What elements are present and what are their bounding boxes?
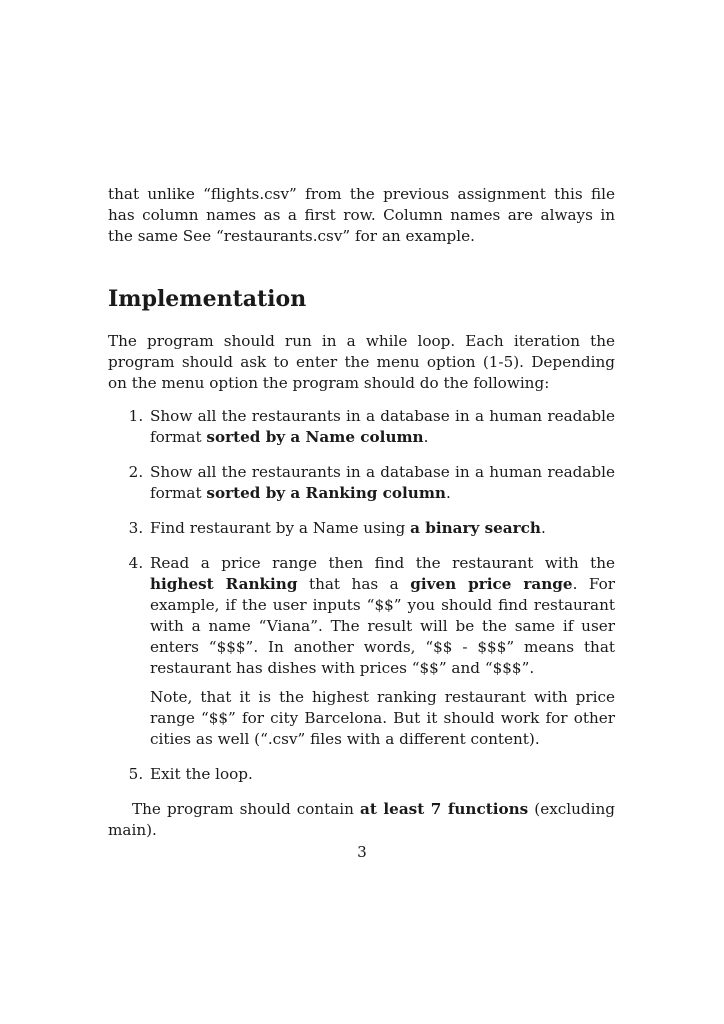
item-text: Show all the restaurants in a database in a human readable format (150, 407, 615, 446)
list-item (148, 406, 615, 448)
closing-emphasis: at least 7 functions (360, 800, 529, 818)
item-paragraph (150, 553, 615, 679)
closing-text-end: (excluding main). (108, 800, 615, 839)
item-text: that has a (297, 575, 411, 593)
item-emphasis: a binary search (410, 519, 541, 537)
item-emphasis: given price range (410, 575, 573, 593)
closing-text: The program should contain (132, 800, 361, 818)
item-note: Note, that it is the highest ranking restaurant with price range “$$” for city Barcelona. But it should work for other cities as well (“.csv” files with a different content). (150, 688, 615, 748)
item-text-end: . (445, 484, 451, 502)
menu-options-list (108, 406, 615, 785)
item-text: Find restaurant by a Name using (150, 519, 411, 537)
item-text: . For example, if the user inputs “$$” you should find restaurant with a name “Viana”. The result will be the same if user enters “$$$”. In another words, “$$ - $$$” means that restaurant has dishes with prices “$$” and “$$$”. (150, 575, 616, 677)
section-intro-paragraph: The program should run in a while loop. Each iteration the program should ask to enter the menu option (1-5). Depending on the menu option the program should do the following: (108, 332, 615, 392)
intro-paragraph: that unlike “flights.csv” from the previous assignment this file has column names as a first row. Column names are always in the same See “restaurants.csv” for an example. (108, 185, 615, 245)
list-item (148, 553, 615, 750)
item-emphasis: sorted by a Ranking column (206, 484, 446, 502)
item-text-end: . (423, 428, 429, 446)
item-text: Read a price range then find the restaurant with the (150, 554, 615, 572)
page-number: 3 (357, 843, 367, 861)
list-item (148, 462, 615, 504)
item-text: Show all the restaurants in a database in a human readable format (150, 463, 615, 502)
closing-paragraph (108, 799, 615, 841)
item-text-end: . (540, 519, 546, 537)
item-emphasis: sorted by a Name column (206, 428, 424, 446)
list-item (148, 764, 615, 785)
item-emphasis: highest Ranking (150, 575, 298, 593)
item-text: Exit the loop. (150, 765, 253, 783)
section-heading: Implementation (108, 286, 307, 312)
list-item (148, 518, 615, 539)
page-content (108, 184, 615, 841)
